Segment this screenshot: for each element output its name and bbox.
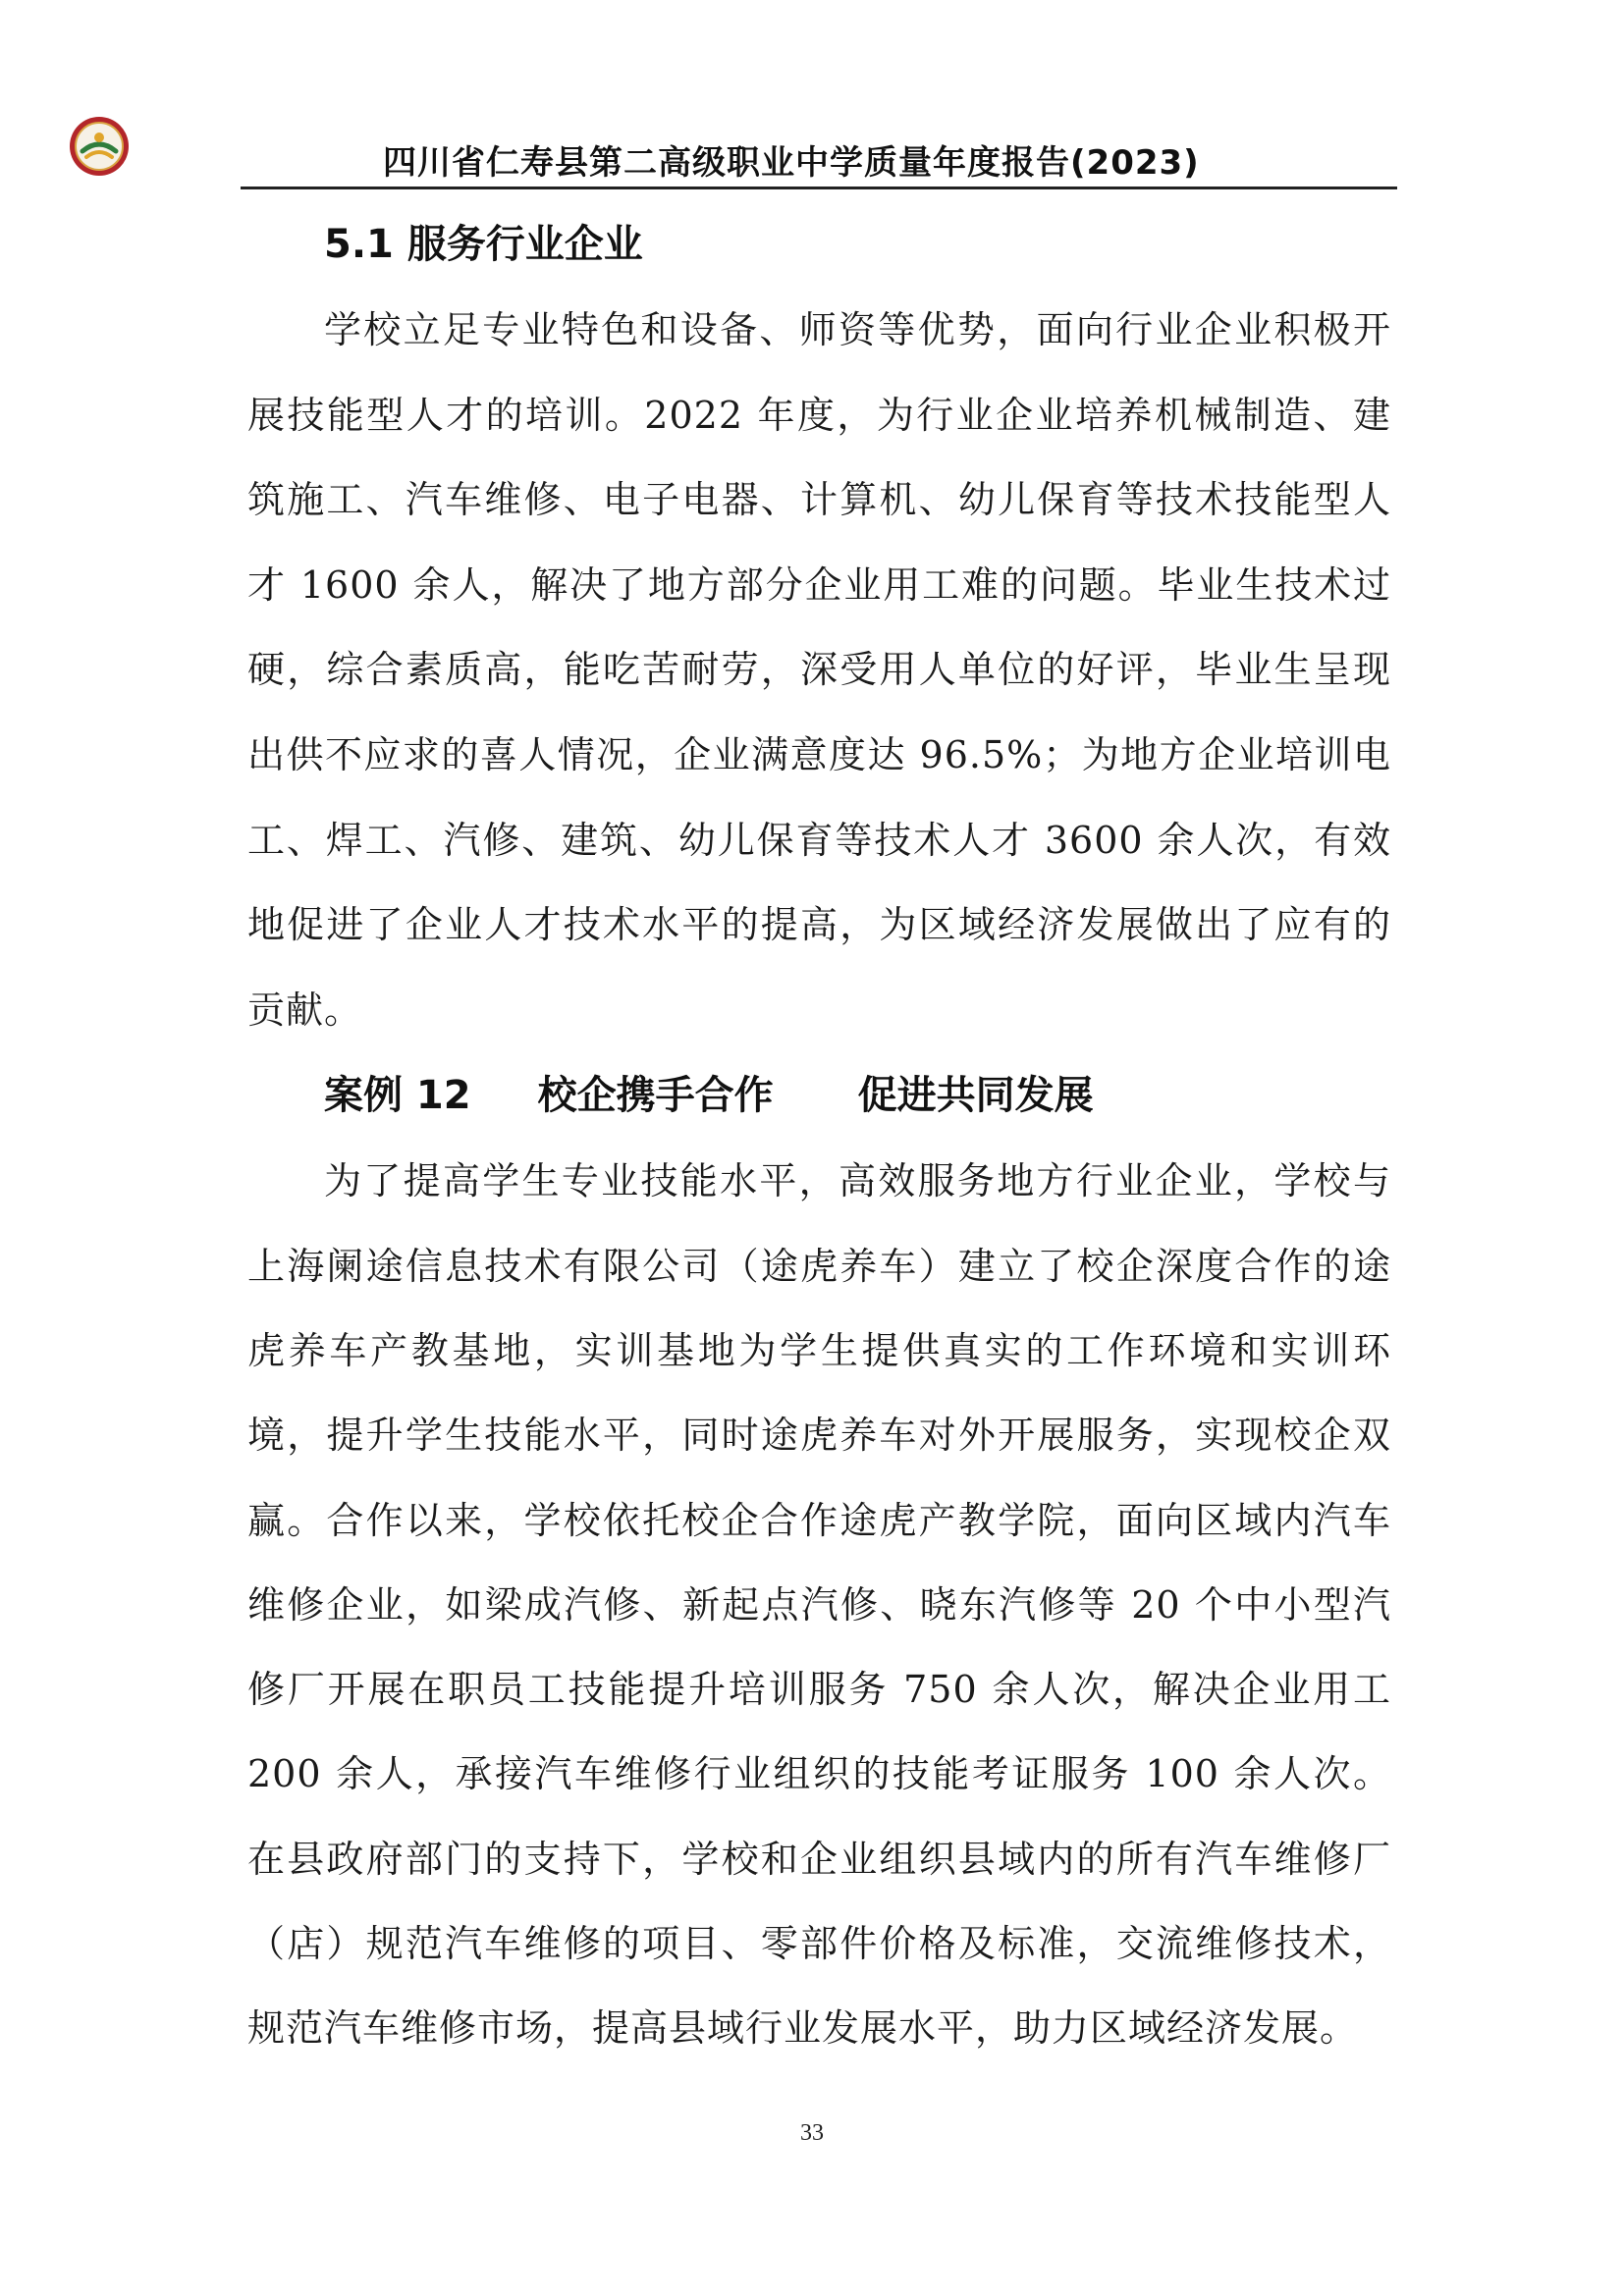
page-header [241, 108, 1397, 189]
case-label: 案例 12 [324, 1073, 471, 1119]
case-title-part2: 促进共同发展 [857, 1073, 1094, 1119]
header-title: 四川省仁寿县第二高级职业中学质量年度报告(2023) [383, 143, 1200, 183]
case-heading [247, 1052, 1391, 1139]
page-content [247, 201, 1391, 2071]
page-number: 33 [800, 2120, 824, 2146]
case-paragraph: 为了提高学生专业技能水平，高效服务地方行业企业，学校与上海阑途信息技术有限公司（途虎养车）建立了校企深度合作的途虎养车产教基地，实训基地为学生提供真实的工作环境和实训环境，提升学生技能水平，同时途虎养车对外开展服务，实现校企双赢。合作以来，学校依托校企合作途虎产教学院，面向区域内汽车维修企业，如梁成汽修、新起点汽修、晓东汽修等 20 个中小型汽修厂开展在职员工技能提升培训服务 750 余人次，解决企业用工 200 余人，承接汽车维修行业组织的技能考证服务 100 余人次。在县政府部门的支持下，学校和企业组织县域内的所有汽车维修厂（店）规范汽车维修的项目、零部件价格及标准，交流维修技术，规范汽车维修市场，提高县域行业发展水平，助力区域经济发展。 [247, 1159, 1391, 2051]
school-emblem-icon [69, 116, 130, 177]
case-title-part1: 校企携手合作 [537, 1073, 774, 1119]
section-paragraph: 学校立足专业特色和设备、师资等优势，面向行业企业积极开展技能型人才的培训。2022 年度，为行业企业培养机械制造、建筑施工、汽车维修、电子电器、计算机、幼儿保育等技术技能型人才 1600 余人，解决了地方部分企业用工难的问题。毕业生技术过硬，综合素质高，能吃苦耐劳，深受用人单位的好评，毕业生呈现出供不应求的喜人情况，企业满意度达 96.5%；为地方企业培训电工、焊工、汽修、建筑、幼儿保育等技术人才 3600 余人次，有效地促进了企业人才技术水平的提高，为区域经济发展做出了应有的贡献。 [247, 308, 1391, 1032]
section-heading: 5.1 服务行业企业 [324, 222, 643, 267]
